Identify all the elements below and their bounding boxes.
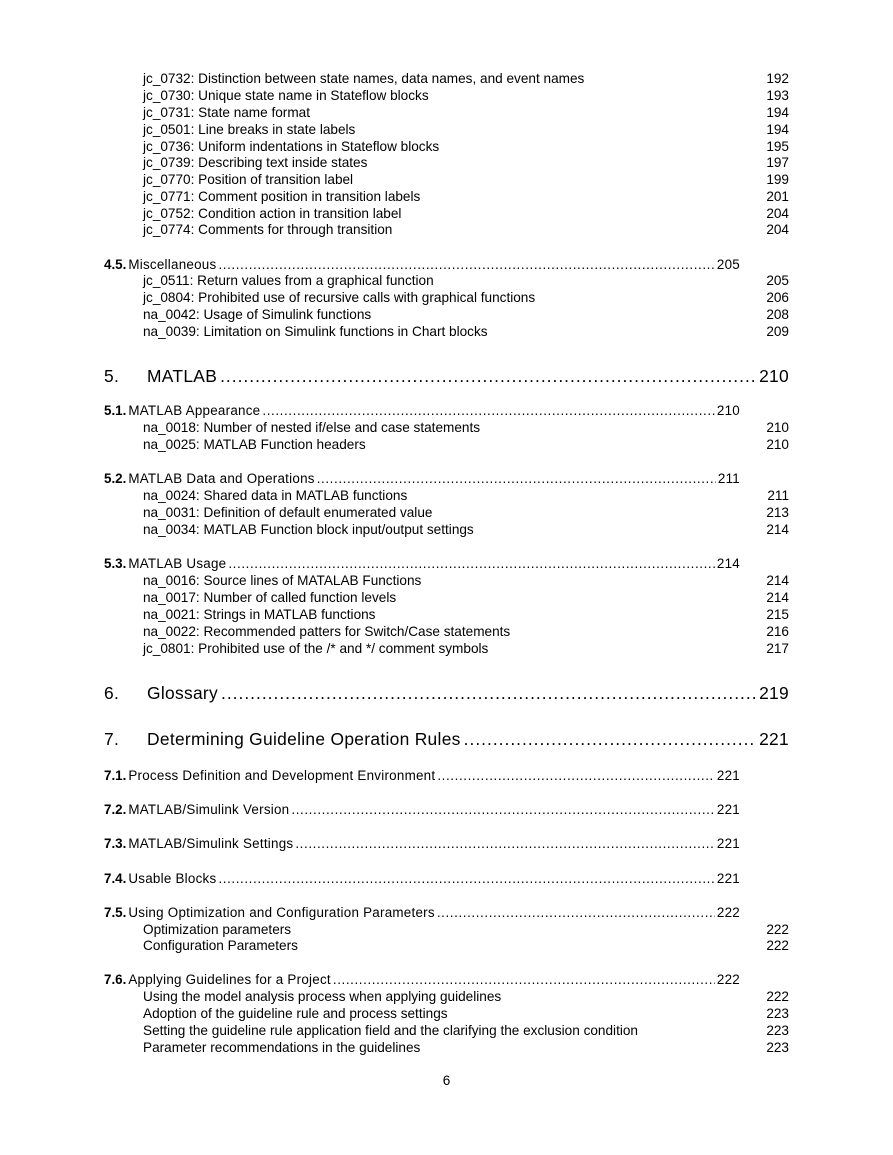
section-title: MATLAB/Simulink Settings <box>128 836 294 851</box>
toc-entry-title: jc_0774: Comments for through transition <box>143 222 393 237</box>
toc-entry-title: na_0025: MATLAB Function headers <box>143 437 366 452</box>
toc-section <box>104 904 740 921</box>
toc-entry-page: 223 <box>766 1006 789 1021</box>
toc-entry-page: 214 <box>766 573 789 588</box>
toc-entry <box>143 988 789 1005</box>
toc-entry <box>143 1005 789 1022</box>
toc-entry-page: 209 <box>766 324 789 339</box>
toc-entry-page: 199 <box>766 172 789 187</box>
section-title: MATLAB Data and Operations <box>128 471 315 486</box>
toc-entry-title: jc_0501: Line breaks in state labels <box>143 122 356 137</box>
dot-leader <box>317 470 716 487</box>
chapter-page: 221 <box>759 729 789 749</box>
dot-leader <box>221 682 756 704</box>
section-page: 222 <box>716 905 740 920</box>
toc-entry <box>143 1022 789 1039</box>
toc-entry-page: 213 <box>766 505 789 520</box>
toc-entry-page: 211 <box>767 488 789 503</box>
toc-entry-title: na_0024: Shared data in MATLAB functions <box>143 488 408 503</box>
toc-section <box>104 870 740 887</box>
section-title: MATLAB Appearance <box>128 403 261 418</box>
toc-entry <box>143 289 789 306</box>
toc-entry <box>143 121 789 138</box>
toc-entry-page: 197 <box>766 155 789 170</box>
toc-entry-page: 194 <box>766 122 789 137</box>
section-number: 7.4. <box>104 871 127 886</box>
toc-chapter <box>104 682 789 704</box>
toc-entry <box>143 205 789 222</box>
toc-entry-page: 222 <box>766 922 789 937</box>
section-number: 7.5. <box>104 905 127 920</box>
toc-entry <box>143 937 789 954</box>
section-number: 5.3. <box>104 556 127 571</box>
dot-leader <box>218 256 714 273</box>
toc-entry <box>143 504 789 521</box>
section-page: 221 <box>716 768 740 783</box>
toc-entry <box>143 521 789 538</box>
toc-entry-title: na_0016: Source lines of MATALAB Functions <box>143 573 422 588</box>
toc-entry-title: Configuration Parameters <box>143 938 298 953</box>
toc-entry-page: 195 <box>766 139 789 154</box>
toc-entry-page: 222 <box>766 989 789 1004</box>
toc-entry <box>143 306 789 323</box>
toc-entry-title: na_0021: Strings in MATLAB functions <box>143 607 376 622</box>
chapter-number: 6. <box>104 683 120 703</box>
chapter-title: Glossary <box>147 683 219 703</box>
toc-entry-title: na_0039: Limitation on Simulink functions in Chart blocks <box>143 324 488 339</box>
dot-leader <box>464 728 756 750</box>
toc-entry-title: na_0018: Number of nested if/else and case statements <box>143 420 481 435</box>
toc-entry-page: 222 <box>766 938 789 953</box>
toc-entry-page: 217 <box>766 641 789 656</box>
chapter-page: 210 <box>759 366 789 386</box>
toc-entry-title: jc_0736: Uniform indentations in Stateflow blocks <box>143 139 440 154</box>
toc-entry-title: jc_0731: State name format <box>143 105 310 120</box>
dot-leader <box>262 402 715 419</box>
toc-entry <box>143 606 789 623</box>
toc-entry-title: na_0022: Recommended patters for Switch/Case statements <box>143 624 511 639</box>
dot-leader <box>220 365 756 387</box>
section-title: Using Optimization and Configuration Parameters <box>128 905 435 920</box>
toc-entry-title: jc_0730: Unique state name in Stateflow blocks <box>143 88 429 103</box>
section-number: 7.1. <box>104 768 127 783</box>
chapter-title: MATLAB <box>147 366 218 386</box>
toc-entry-title: jc_0804: Prohibited use of recursive calls with graphical functions <box>143 290 536 305</box>
toc-entry <box>143 419 789 436</box>
chapter-number: 7. <box>104 729 120 749</box>
section-number: 5.2. <box>104 471 127 486</box>
toc-entry <box>143 154 789 171</box>
dot-leader <box>437 767 715 784</box>
toc-entry <box>143 589 789 606</box>
toc-entry-page: 204 <box>766 222 789 237</box>
toc-entry <box>143 70 789 87</box>
toc-entry-title: Optimization parameters <box>143 922 292 937</box>
toc-entry-title: jc_0511: Return values from a graphical function <box>143 273 434 288</box>
toc-chapter <box>104 365 789 387</box>
toc-entry <box>143 188 789 205</box>
section-title: Miscellaneous <box>128 257 217 272</box>
toc-section <box>104 971 740 988</box>
section-page: 221 <box>716 836 740 851</box>
section-page: 214 <box>716 556 740 571</box>
section-page: 222 <box>716 972 740 987</box>
section-number: 7.3. <box>104 836 127 851</box>
toc-entry-page: 210 <box>766 437 789 452</box>
chapter-title: Determining Guideline Operation Rules <box>147 729 461 749</box>
toc-entry <box>143 1039 789 1056</box>
toc-entry <box>143 138 789 155</box>
section-page: 205 <box>716 257 740 272</box>
toc-entry-title: na_0017: Number of called function levels <box>143 590 397 605</box>
toc-entry-page: 205 <box>766 273 789 288</box>
toc-entry <box>143 221 789 238</box>
toc-entry-page: 216 <box>766 624 789 639</box>
toc-entry <box>143 640 789 657</box>
toc-entry-page: 208 <box>766 307 789 322</box>
toc-entry-title: na_0031: Definition of default enumerated value <box>143 505 433 520</box>
toc-entry <box>143 87 789 104</box>
toc-section <box>104 835 740 852</box>
toc-section <box>104 256 740 273</box>
section-page: 221 <box>716 871 740 886</box>
section-number: 7.2. <box>104 802 127 817</box>
toc-entry-page: 204 <box>766 206 789 221</box>
toc-entry-title: jc_0770: Position of transition label <box>143 172 354 187</box>
section-title: Applying Guidelines for a Project <box>128 972 331 987</box>
toc-entry-page: 223 <box>766 1040 789 1055</box>
dot-leader <box>333 971 715 988</box>
toc-entry-page: 206 <box>766 290 789 305</box>
dot-leader <box>228 555 715 572</box>
toc-entry-page: 194 <box>766 105 789 120</box>
dot-leader <box>295 835 715 852</box>
toc-entry-title: jc_0739: Describing text inside states <box>143 155 368 170</box>
toc-entry-page: 193 <box>766 88 789 103</box>
dot-leader <box>291 801 715 818</box>
section-number: 5.1. <box>104 403 127 418</box>
toc-section <box>104 470 740 487</box>
section-page: 210 <box>716 403 740 418</box>
toc-entry <box>143 572 789 589</box>
toc-chapter <box>104 728 789 750</box>
toc-entry <box>143 104 789 121</box>
section-number: 7.6. <box>104 972 127 987</box>
section-page: 221 <box>716 802 740 817</box>
toc-entry <box>143 436 789 453</box>
toc-entry-page: 210 <box>766 420 789 435</box>
section-page: 211 <box>717 471 740 486</box>
toc-entry <box>143 623 789 640</box>
toc-entry-title: Setting the guideline rule application field and the clarifying the exclusion condition <box>143 1023 638 1038</box>
toc-entry-title: na_0042: Usage of Simulink functions <box>143 307 372 322</box>
toc-entry-title: jc_0771: Comment position in transition labels <box>143 189 421 204</box>
chapter-page: 219 <box>759 683 789 703</box>
toc-section <box>104 555 740 572</box>
toc-entry-page: 215 <box>766 607 789 622</box>
section-title: Process Definition and Development Environment <box>128 768 436 783</box>
toc-section <box>104 402 740 419</box>
toc-entry-page: 214 <box>766 522 789 537</box>
toc-section <box>104 767 740 784</box>
section-number: 4.5. <box>104 257 127 272</box>
toc-entry-title: jc_0752: Condition action in transition label <box>143 206 402 221</box>
toc-entry <box>143 921 789 938</box>
toc-entry-title: jc_0732: Distinction between state names, data names, and event names <box>143 71 585 86</box>
toc-section <box>104 801 740 818</box>
section-title: MATLAB Usage <box>128 556 227 571</box>
toc-entry-page: 192 <box>766 71 789 86</box>
toc-entry-title: Using the model analysis process when applying guidelines <box>143 989 502 1004</box>
page-number: 6 <box>442 1073 451 1088</box>
toc-entry-title: jc_0801: Prohibited use of the /* and */ comment symbols <box>143 641 489 656</box>
toc-entry-page: 223 <box>766 1023 789 1038</box>
toc-entry <box>143 171 789 188</box>
toc-entry-title: Adoption of the guideline rule and process settings <box>143 1006 448 1021</box>
dot-leader <box>437 904 715 921</box>
toc-entry <box>143 487 789 504</box>
section-title: MATLAB/Simulink Version <box>128 802 290 817</box>
toc-entry <box>143 323 789 340</box>
dot-leader <box>218 870 714 887</box>
toc-entry <box>143 272 789 289</box>
toc-entry-title: na_0034: MATLAB Function block input/output settings <box>143 522 474 537</box>
section-title: Usable Blocks <box>128 871 217 886</box>
toc-entry-page: 201 <box>766 189 789 204</box>
toc-entry-page: 214 <box>766 590 789 605</box>
toc-entry-title: Parameter recommendations in the guidelines <box>143 1040 421 1055</box>
chapter-number: 5. <box>104 366 120 386</box>
